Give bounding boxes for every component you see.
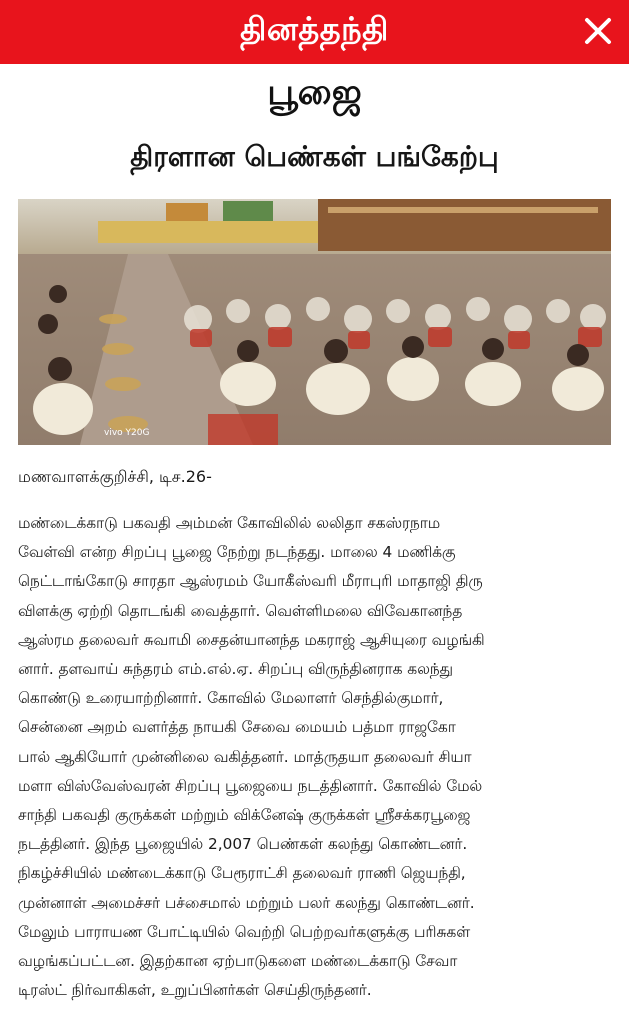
crowd-photo-illustration <box>18 199 611 445</box>
article-body <box>18 509 618 1005</box>
body-line: முன்னாள் அமைச்சர் பச்சைமால் மற்றும் பலர் கலந்து கொண்டனர். <box>18 893 475 912</box>
article-headline: திரளான பெண்கள் பங்கேற்பு <box>130 140 499 173</box>
body-line: நெட்டாங்கோடு சாரதா ஆஸ்ரமம் யோகீஸ்வரி மீராபுரி மாதாஜி திரு <box>18 572 483 591</box>
body-line: மண்டைக்காடு பகவதி அம்மன் கோவிலில் லலிதா சகஸ்ரநாம <box>18 514 441 532</box>
photo-watermark: vivo Y20G <box>104 428 150 438</box>
body-line: நடத்தினர். இந்த பூஜையில் 2,007 பெண்கள் கலந்து கொண்டனர். <box>18 835 468 854</box>
body-line: மேலும் பாராயண போட்டியில் வெற்றி பெற்றவர்களுக்கு பரிசுகள் <box>18 922 471 941</box>
body-line: விளக்கு ஏற்றி தொடங்கி வைத்தார். வெள்ளிமலை விவேகானந்த <box>18 601 463 620</box>
body-line: சென்னை அறம் வளர்த்த நாயகி சேவை மையம் பத்மா ராஜகோ <box>18 718 456 737</box>
body-line: டிரஸ்ட் நிர்வாகிகள், உறுப்பினர்கள் செய்திருந்தனர். <box>18 981 372 1000</box>
body-line: னார். தளவாய் சுந்தரம் எம்.எல்.ஏ. சிறப்பு விருந்தினராக கலந்து <box>18 660 453 679</box>
body-line: ஆஸ்ரம தலைவர் சுவாமி சைதன்யானந்த மகராஜ் ஆசியுரை வழங்கி <box>18 630 485 649</box>
body-line: கொண்டு உரையாற்றினார். கோவில் மேலாளர் செந்தில்குமார், <box>18 689 444 708</box>
article-dateline: மணவாளக்குறிச்சி, டிச.26- <box>18 467 212 486</box>
body-line: மளா விஸ்வேஸ்வரன் சிறப்பு பூஜையை நடத்தினார். கோவில் மேல் <box>18 776 483 795</box>
body-line: நிகழ்ச்சியில் மண்டைக்காடு பேரூராட்சி தலைவர் ராணி ஜெயந்தி, <box>18 864 466 883</box>
app-header <box>0 0 629 64</box>
section-title: பூஜை <box>267 72 362 113</box>
body-line: வழங்கப்பட்டன. இதற்கான ஏற்பாடுகளை மண்டைக்காடு சேவா <box>18 952 458 971</box>
body-line: சாந்தி பகவதி குருக்கள் மற்றும் விக்னேஷ் குருக்கள் ஸ்ரீசக்கரபூஜை <box>18 806 471 825</box>
close-button[interactable] <box>581 14 615 48</box>
close-icon <box>581 14 615 48</box>
masthead-logo: தினத்தந்தி <box>240 10 389 48</box>
body-line: வேள்வி என்ற சிறப்பு பூஜை நேற்று நடந்தது. மாலை 4 மணிக்கு <box>18 543 456 562</box>
body-line: பால் ஆகியோர் முன்னிலை வகித்தனர். மாத்ருதயா தலைவர் சியா <box>18 747 472 766</box>
article-photo <box>18 199 611 445</box>
